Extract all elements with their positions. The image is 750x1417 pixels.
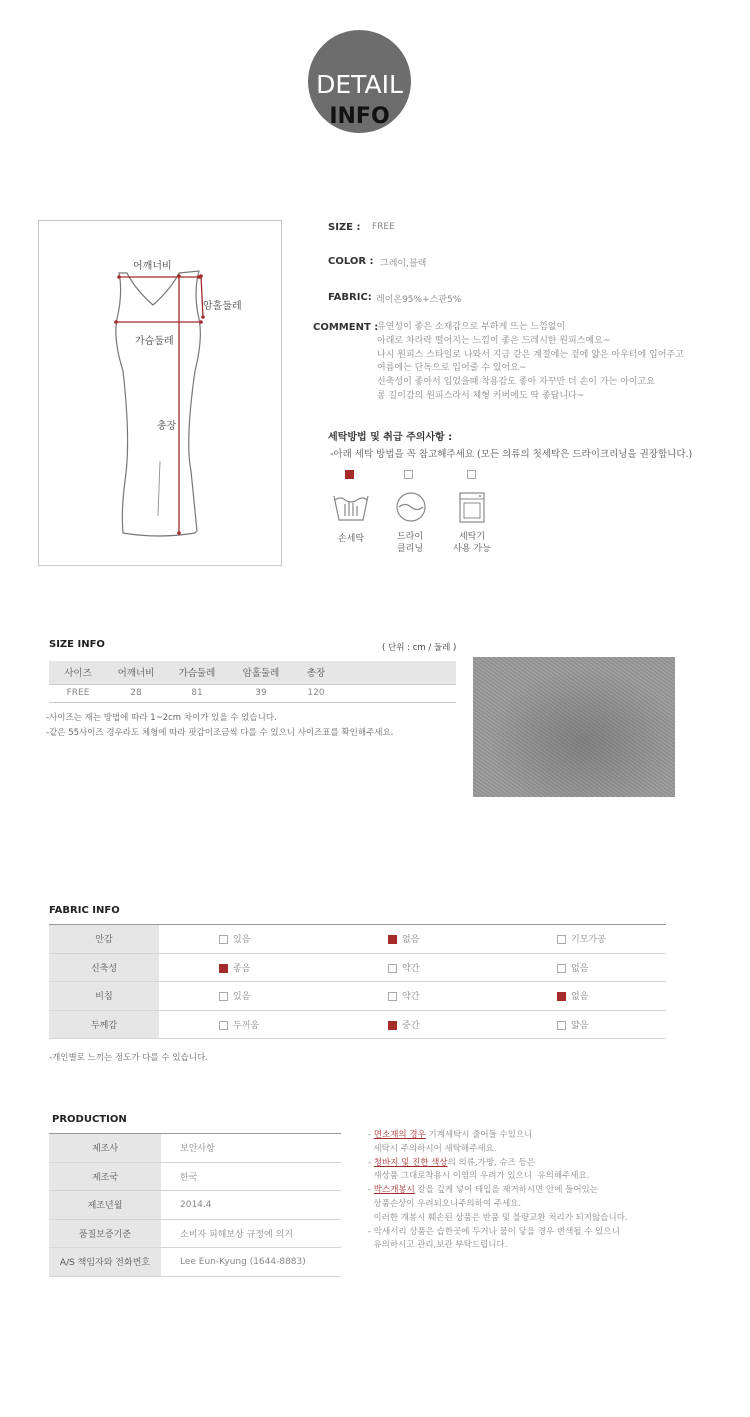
size-cell: 39: [229, 684, 293, 702]
size-unit: ( 단위 : cm / 둘레 ): [382, 643, 457, 653]
fabric-option: [497, 982, 666, 1011]
size-col-header: 가슴둘레: [165, 661, 229, 684]
production-note-line: [368, 1184, 628, 1198]
fabric-option-checkbox: [219, 935, 228, 944]
production-row-label: A/S 책임자와 전화번호: [49, 1248, 161, 1277]
comment-line: 여름에는 단독으로 입어줄 수 있어요~: [377, 363, 527, 374]
size-col-header: 총장: [293, 661, 339, 684]
production-note-line: [368, 1212, 628, 1226]
color-label: COLOR :: [328, 256, 374, 267]
production-note-ul: 박스개봉시: [373, 1185, 415, 1196]
armhole-label: 암홀둘레: [203, 301, 242, 312]
shoulder-label: 어깨너비: [133, 261, 172, 272]
production-row-value: 2014.4: [161, 1191, 341, 1220]
hand-wash-label: 손세탁: [337, 534, 365, 544]
production-row-value: Lee Eun-Kyung (1644-8883): [161, 1248, 341, 1277]
production-note-pre: -: [368, 1130, 374, 1140]
production-note-line: [368, 1157, 628, 1171]
fabric-value: 레이온95%+스판5%: [376, 295, 462, 305]
fabric-option-text: 기모가공: [571, 935, 606, 946]
size-note: -사이즈는 재는 방법에 따라 1~2cm 차이가 있을 수 있습니다.: [46, 713, 277, 723]
badge-line-1: DETAIL: [316, 70, 403, 99]
size-label: SIZE :: [328, 222, 361, 233]
fabric-option-text: 두꺼움: [233, 1020, 260, 1031]
fabric-option: [328, 1010, 497, 1039]
production-row-value: 한국: [161, 1162, 341, 1191]
hand-wash-icon: [331, 490, 371, 524]
comment-line: 신축성이 좋아서 입었을때 착용감도 좋아 자꾸만 더 손이 가는 아이고요: [377, 377, 655, 388]
fabric-option: [497, 953, 666, 982]
fabric-label: FABRIC:: [328, 292, 372, 303]
fabric-option-text: 얇음: [571, 1020, 589, 1031]
production-note-pre: 이러한 개봉시 훼손된 상품은 반품 및 불량교환 처리가 되지않습니다.: [368, 1212, 628, 1223]
production-note-pre: -: [368, 1157, 374, 1168]
fabric-row-label: 두께감: [49, 1010, 159, 1039]
size-cell: 81: [165, 684, 229, 702]
fabric-option-text: 중간: [402, 1020, 420, 1031]
comment-line: 나시 원피스 스타일로 나와서 지금 같은 계절에는 겉에 얇은 아우터에 입어주고: [377, 349, 684, 360]
fabric-option: [159, 1010, 328, 1039]
production-note-ul: 면소재의 경우: [373, 1130, 426, 1140]
production-note-post: 의 의류,가방, 슈즈 등은: [447, 1157, 535, 1168]
fabric-option-text: 없음: [402, 935, 420, 946]
production-table: [49, 1133, 341, 1277]
comment-line: 아래로 차라락 떨어지는 느낌이 좋은 드레시한 원피스예요~: [377, 335, 611, 346]
dry-cleaning-label: 드라이 클리닝: [396, 532, 424, 554]
fabric-option-text: 있음: [233, 992, 251, 1003]
table-row: [49, 953, 666, 982]
fabric-note: -개인별로 느끼는 정도가 다를 수 있습니다.: [49, 1053, 208, 1063]
comment-text: [377, 321, 684, 404]
fabric-option-checkbox: [557, 1021, 566, 1030]
comment-label: COMMENT :: [313, 322, 379, 333]
table-row: [49, 1191, 341, 1220]
dress-illustration: [39, 221, 281, 565]
fabric-option-checkbox: [388, 992, 397, 1001]
fabric-option: [328, 953, 497, 982]
dry-cleaning-checkbox: [404, 470, 413, 479]
production-row-label: 제조사: [49, 1134, 161, 1163]
size-cell: 120: [293, 684, 339, 702]
production-note-pre: 유의하시고 관리,보관 부탁드립니다.: [368, 1240, 508, 1251]
size-cell: 28: [107, 684, 165, 702]
fabric-option: [159, 982, 328, 1011]
production-note-pre: 세탁시 주의하시어 세탁해주세요.: [368, 1143, 497, 1154]
table-row: [49, 1134, 341, 1163]
size-info-title: SIZE INFO: [49, 639, 105, 650]
fabric-option-checkbox: [388, 964, 397, 973]
production-note-pre: - 악세서리 상품은 습한곳에 두거나 물이 닿을 경우 변색될 수 있으니: [368, 1226, 620, 1237]
fabric-option-text: 없음: [571, 992, 589, 1003]
fabric-option: [328, 925, 497, 954]
fabric-option-text: 있음: [233, 935, 251, 946]
table-row: [49, 1248, 341, 1277]
production-notes: [368, 1129, 628, 1253]
care-title: 세탁방법 및 취급 주의사항 :: [328, 432, 453, 443]
fabric-option-checkbox: [388, 1021, 397, 1030]
badge-line-2: INFO: [329, 104, 390, 129]
fabric-option: [497, 1010, 666, 1039]
production-row-value: 보안사항: [161, 1134, 341, 1163]
washing-machine-icon: [457, 490, 487, 524]
detail-info-badge: [308, 30, 411, 133]
fabric-option-checkbox: [219, 1021, 228, 1030]
size-table-header: [49, 661, 456, 684]
production-note-pre: -: [368, 1185, 374, 1196]
production-row-label: 제조국: [49, 1162, 161, 1191]
production-row-label: 제조년월: [49, 1191, 161, 1220]
fabric-table: [49, 924, 666, 1039]
fabric-option: [159, 925, 328, 954]
hand-wash-checkbox: [345, 470, 354, 479]
fabric-swatch-image: [473, 657, 675, 797]
table-row: [49, 1219, 341, 1248]
production-note-post: 칼을 깊게 넣어 테입을 제거하시면 안에 들어있는: [414, 1185, 598, 1196]
size-table: [49, 661, 456, 703]
table-row: [49, 925, 666, 954]
fabric-option-checkbox: [557, 964, 566, 973]
comment-line: 유연성이 좋은 소재감으로 부하게 뜨는 느낌없이: [377, 322, 566, 332]
fabric-option: [328, 982, 497, 1011]
size-value: FREE: [372, 222, 395, 232]
fabric-option: [159, 953, 328, 982]
fabric-row-label: 안감: [49, 925, 159, 954]
care-note: -아래 세탁 방법을 꼭 참고해주세요 (모든 의류의 첫세탁은 드라이크리닝을 권장합니다.): [330, 449, 693, 460]
table-row: [49, 1010, 666, 1039]
production-note-ul: 청바지 및 진한 색상: [373, 1157, 448, 1168]
size-note: -같은 55사이즈 경우라도 체형에 따라 핏감이조금씩 다를 수 있으니 사이즈표를 확인해주세요.: [46, 728, 394, 738]
production-note-line: [368, 1239, 628, 1253]
fabric-option-checkbox: [557, 992, 566, 1001]
production-note-post: 기계세탁시 줄어들 수있으니: [425, 1130, 533, 1140]
fabric-option-text: 좋음: [233, 963, 251, 974]
fabric-option-text: 약간: [402, 992, 420, 1003]
fabric-option-checkbox: [557, 935, 566, 944]
fabric-row-label: 신축성: [49, 953, 159, 982]
fabric-row-label: 비침: [49, 982, 159, 1011]
dry-cleaning-icon: [394, 490, 428, 524]
production-note-line: [368, 1226, 628, 1240]
production-title: PRODUCTION: [52, 1114, 127, 1125]
production-note-pre: 상품손상이 우려되오니주의하여 주세요.: [368, 1198, 522, 1209]
fabric-option-checkbox: [219, 964, 228, 973]
production-note-pre: 새상품 그대로착용시 이염의 우려가 있으니 유의해주세요.: [368, 1171, 590, 1182]
chest-label: 가슴둘레: [135, 336, 174, 347]
washing-machine-label: 세탁기 사용 가능: [453, 532, 491, 554]
table-row: [49, 684, 456, 702]
fabric-option-text: 없음: [571, 963, 589, 974]
length-label: 총장: [157, 421, 177, 432]
production-note-line: [368, 1143, 628, 1157]
fabric-option-checkbox: [388, 935, 397, 944]
comment-line: 롱 길이감의 원피스라서 체형 커버에도 딱 좋답니다~: [377, 390, 585, 401]
size-col-header: 암홀둘레: [229, 661, 293, 684]
color-value: 그레이,블랙: [380, 259, 427, 269]
washing-machine-checkbox: [467, 470, 476, 479]
table-row: [49, 982, 666, 1011]
size-col-header: 어깨너비: [107, 661, 165, 684]
fabric-option-checkbox: [219, 992, 228, 1001]
production-note-line: [368, 1129, 628, 1143]
fabric-option-text: 약간: [402, 963, 420, 974]
size-cell: FREE: [49, 684, 107, 702]
production-row-value: 소비자 피해보상 규정에 의거: [161, 1219, 341, 1248]
fabric-option: [497, 925, 666, 954]
dress-illustration-box: [38, 220, 282, 566]
size-col-header: 사이즈: [49, 661, 107, 684]
table-row: [49, 1162, 341, 1191]
production-note-line: [368, 1198, 628, 1212]
production-note-line: [368, 1170, 628, 1184]
fabric-info-title: FABRIC INFO: [49, 905, 120, 916]
production-row-label: 품질보증기준: [49, 1219, 161, 1248]
